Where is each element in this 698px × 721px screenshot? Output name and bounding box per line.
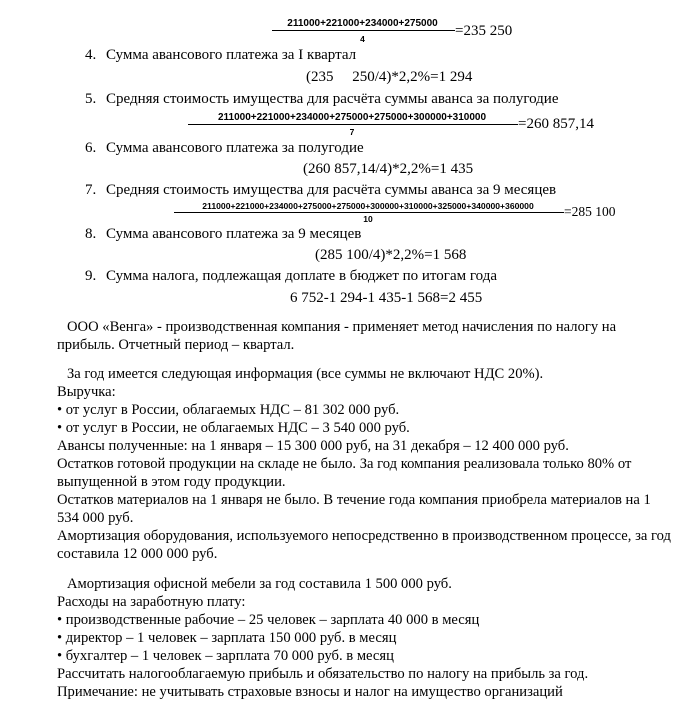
- depreciation-text-line-1: Амортизация оборудования, используемого непосредственно в производственном процессе, за год: [57, 528, 671, 544]
- fraction-denominator: 7: [349, 127, 355, 137]
- revenue-heading: Выручка:: [57, 384, 116, 400]
- salary-heading: Расходы на заработную плату:: [57, 594, 246, 610]
- step-number: 9.: [85, 268, 97, 284]
- salary-item: • производственные рабочие – 25 человек – зарплата 40 000 в месяц: [57, 612, 480, 628]
- step-number: 6.: [85, 140, 97, 156]
- materials-text-line-1: Остатков материалов на 1 января не было. В течение года компания приобрела материалов на 1: [57, 492, 651, 508]
- fraction-bar: [174, 212, 564, 213]
- step-number: 7.: [85, 182, 97, 198]
- fraction-denominator: 10: [363, 214, 373, 224]
- fraction-result: =260 857,14: [518, 116, 594, 132]
- step-text: Сумма авансового платежа за 9 месяцев: [106, 226, 362, 242]
- fraction-result: =235 250: [455, 23, 513, 39]
- step-formula: (260 857,14/4)*2,2%=1 435: [303, 161, 474, 177]
- furniture-text: Амортизация офисной мебели за год составила 1 500 000 руб.: [67, 576, 452, 592]
- salary-item: • бухгалтер – 1 человек – зарплата 70 000 руб. в месяц: [57, 648, 394, 664]
- stock-text-line-1: Остатков готовой продукции на складе не было. За год компания реализовала только 80% от: [57, 456, 632, 472]
- step-formula: (285 100/4)*2,2%=1 568: [315, 247, 467, 263]
- step-number: 5.: [85, 91, 97, 107]
- fraction-1: [0, 0, 698, 44]
- revenue-item: • от услуг в России, облагаемых НДС – 81 302 000 руб.: [57, 402, 400, 418]
- step-text: Средняя стоимость имущества для расчёта суммы аванса за полугодие: [106, 91, 559, 107]
- task-info: За год имеется следующая информация (все суммы не включают НДС 20%).: [67, 366, 544, 382]
- fraction-numerator: 211000+221000+234000+275000+275000+300000+310000+325000+340000+360000: [202, 201, 534, 211]
- fraction-result: =285 100: [564, 204, 616, 219]
- advances-text: Авансы полученные: на 1 января – 15 300 000 руб, на 31 декабря – 12 400 000 руб.: [57, 438, 569, 454]
- step-text: Средняя стоимость имущества для расчёта суммы аванса за 9 месяцев: [106, 182, 557, 198]
- step-formula: (235 250/4)*2,2%=1 294: [306, 69, 473, 85]
- fraction-numerator: 211000+221000+234000+275000+275000+300000+310000: [217, 112, 487, 123]
- step-text: Сумма авансового платежа за полугодие: [106, 140, 364, 156]
- task-intro-line-1: ООО «Венга» - производственная компания - применяет метод начисления по налогу на: [67, 319, 617, 335]
- task-question: Рассчитать налогооблагаемую прибыль и обязательство по налогу на прибыль за год.: [57, 666, 589, 682]
- step-formula: 6 752-1 294-1 435-1 568=2 455: [290, 290, 483, 306]
- step-number: 8.: [85, 226, 97, 242]
- task-intro-line-2: прибыль. Отчетный период – квартал.: [57, 337, 295, 353]
- fraction-bar: [188, 124, 518, 125]
- fraction-numerator: 211000+221000+234000+275000: [287, 18, 438, 29]
- stock-text-line-2: выпущенной в этом году продукции.: [57, 474, 286, 490]
- task-note: Примечание: не учитывать страховые взносы и налог на имущество организаций: [57, 684, 563, 700]
- step-text: Сумма налога, подлежащая доплате в бюджет по итогам года: [106, 268, 497, 284]
- fraction-bar: [272, 30, 455, 31]
- step-number: 4.: [85, 47, 97, 63]
- revenue-item: • от услуг в России, не облагаемых НДС – 3 540 000 руб.: [57, 420, 410, 436]
- salary-item: • директор – 1 человек – зарплата 150 000 руб. в месяц: [57, 630, 397, 646]
- step-text: Сумма авансового платежа за I квартал: [106, 47, 357, 63]
- depreciation-text-line-2: составила 12 000 000 руб.: [57, 546, 218, 562]
- fraction-denominator: 4: [360, 34, 365, 44]
- materials-text-line-2: 534 000 руб.: [57, 510, 134, 526]
